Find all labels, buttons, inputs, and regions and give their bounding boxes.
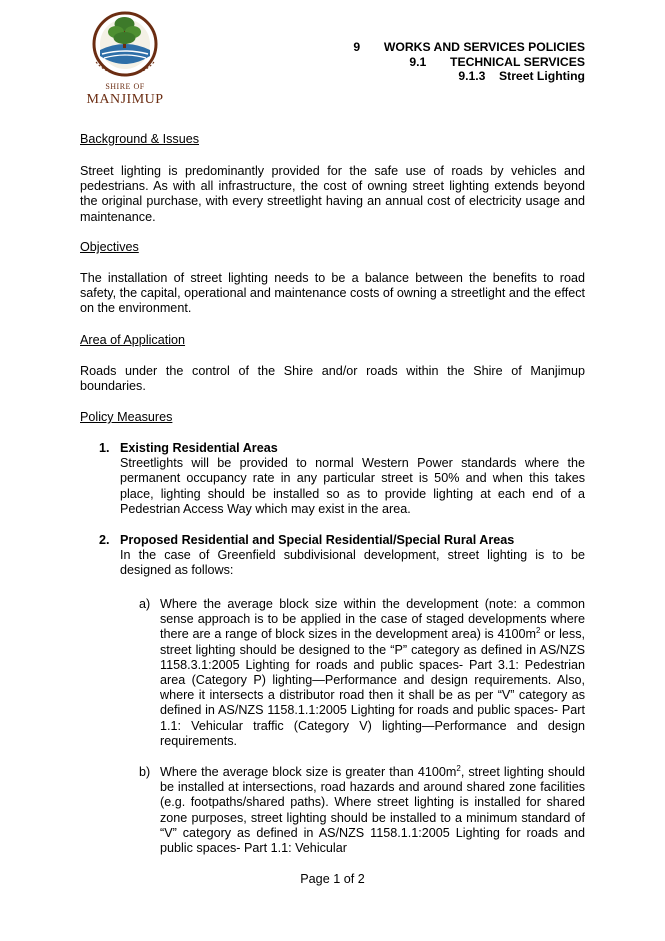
header-line-1 [353,40,585,55]
header-line-3-text: Street Lighting [499,69,585,83]
header-line-1-number: 9 [353,40,361,54]
policy-item-2-text: In the case of Greenfield subdivisional development, street lighting is to be designed as follows: [120,548,585,578]
policy-subitem-b-text-before: Where the average block size is greater than 4100m [160,765,457,779]
shire-logo [86,10,164,112]
logo-text-shire-of: SHIRE OF [105,82,145,91]
area-paragraph: Roads under the control of the Shire and/or roads within the Shire of Manjimup boundaries. [80,364,585,394]
policy-subitem-a-marker: a) [139,597,151,611]
background-heading: Background & Issues [80,132,200,146]
policy-subitem-b-text [160,765,585,856]
header-line-2 [353,55,585,70]
header-line-1-text: WORKS AND SERVICES POLICIES [383,40,585,54]
policy-measures-heading: Policy Measures [80,410,173,424]
policy-subitem-b-marker: b) [139,765,151,779]
policy-subitem-b-text-after: , street lighting should be installed at intersections, road hazards and around shared zone facilities (e.g. footpaths/shared paths). Where street lighting is installed for shared zone purposes, street lighting should be installed to a minimum standard of “V” category as defined in AS/NZS 1158.1.1:2005 Lighting for roads and public spaces- Part 1.1: Vehicular [160,765,585,856]
policy-subitem-a [139,597,585,749]
policy-item-1 [99,441,585,517]
area-heading: Area of Application [80,333,186,347]
policy-subitem-b [139,765,585,856]
page-number: Page 1 of 2 [300,872,365,886]
policy-item-1-heading: Existing Residential Areas [120,441,278,455]
document-header [353,40,585,84]
objectives-heading: Objectives [80,240,139,254]
policy-subitem-a-text-before: Where the average block size within the development (note: a common sense approach is to be applied in the case of staged developments where there are a range of block sizes in the development area) is 4100m [160,597,585,642]
header-line-3 [353,69,585,84]
policy-item-1-text: Streetlights will be provided to normal Western Power standards where the permanent occupancy rate in any particular street is 50% and when this takes place, lighting should be installed so as to provide lighting at each end of a Pedestrian Access Way which may exist in the area. [120,456,585,516]
policy-item-1-number: 1. [99,441,110,455]
header-line-2-number: 9.1 [409,54,427,69]
background-paragraph: Street lighting is predominantly provided for the safe use of roads by vehicles and pedestrians. As with all infrastructure, the cost of owning street lighting extends beyond the original purchase, with every streetlight having an annual cost of electricity usage and maintenance. [80,164,585,224]
header-line-2-text: TECHNICAL SERVICES [450,54,585,69]
policy-item-2-heading: Proposed Residential and Special Residential/Special Rural Areas [120,533,515,547]
shire-emblem-icon [86,10,164,82]
policy-subitem-a-superscript: 2 [535,626,541,636]
policy-item-2 [99,533,585,579]
policy-subitem-a-text-after: or less, street lighting should be designed to the “P” category as defined in AS/NZS 1158.3.1:2005 Lighting for roads and public spaces- Part 3.1: Pedestrian area (Category P) lighting—Performance and design requirements. Also, where it intersects a distributor road then it shall be as per “V” category as defined in AS/NZS 1158.1.1:2005 Lighting for roads and public spaces- Part 1.1: Vehicular traffic (Category V) lighting—Performance and design requirements. [160,627,585,748]
policy-subitem-a-text [160,597,585,749]
header-line-3-number: 9.1.3 [458,69,486,83]
objectives-paragraph: The installation of street lighting needs to be a balance between the benefits to road safety, the capital, operational and maintenance costs of owning a streetlight and the effect on the environment. [80,271,586,316]
policy-item-2-number: 2. [99,533,110,547]
logo-text-manjimup: MANJIMUP [86,92,164,107]
policy-subitem-b-superscript: 2 [456,763,461,773]
